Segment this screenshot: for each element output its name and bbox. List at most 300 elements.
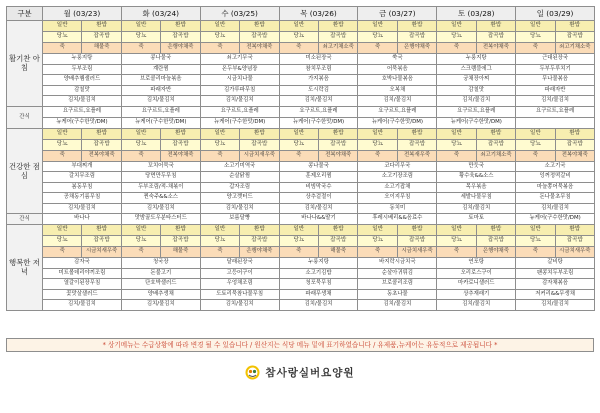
menu-item: 바지락시금치국: [358, 258, 437, 269]
menu-item: 호박나물볶음: [358, 75, 437, 86]
porridge-label: 죽: [437, 150, 476, 161]
label-cell: 잡곡밥: [82, 32, 121, 43]
porridge-type: 전복야채죽: [476, 43, 515, 54]
menu-item: 양배추햄샐러드: [43, 75, 122, 86]
menu-row: [7, 203, 595, 214]
menu-item: 김가루파무침: [200, 85, 279, 96]
day-name: 월: [63, 8, 71, 18]
menu-item: 두부두루치기: [516, 64, 595, 75]
label-cell: 당뇨: [43, 236, 82, 247]
menu-item: 스크램블에그: [437, 64, 516, 75]
label-cell: 당뇨: [279, 139, 318, 150]
porridge-type: 시금치새우죽: [555, 247, 594, 258]
porridge-label: 죽: [200, 247, 239, 258]
menu-item: 상추재래기: [437, 289, 516, 300]
menu-item: 오리로스구이: [437, 268, 516, 279]
porridge-label: 죽: [358, 150, 397, 161]
menu-item: 마늘쫑어묵볶음: [516, 182, 595, 193]
menu-item: 순살닭찜: [200, 172, 279, 183]
menu-row: [7, 75, 595, 86]
menu-item: 브로콜리조림: [358, 279, 437, 290]
label-cell: 당뇨: [358, 32, 397, 43]
porridge-type: 전복야채죽: [161, 150, 200, 161]
menu-item: 요구르트,요플레: [516, 106, 595, 117]
menu-item: 뉴케어(구수한맛/DM): [200, 117, 279, 128]
label-cell: 환밥: [476, 225, 515, 236]
label-cell: 일반: [358, 21, 397, 32]
menu-item: 연포탕: [437, 258, 516, 269]
menu-item: 동치미: [358, 203, 437, 214]
label-cell: 잡곡밥: [397, 32, 436, 43]
menu-item: 후레시베리&&음료수: [358, 214, 437, 225]
label-cell: 잡곡밥: [161, 32, 200, 43]
menu-item: 소고기김밥: [279, 268, 358, 279]
porridge-row: [7, 247, 595, 258]
day-name: 일: [536, 8, 544, 18]
section-title: 간식: [7, 214, 43, 225]
label-cell: 환밥: [476, 128, 515, 139]
menu-item: 김치/물김치: [358, 300, 437, 311]
porridge-type: 전복야채죽: [240, 43, 279, 54]
menu-row: [7, 182, 595, 193]
menu-item: 바나나: [43, 214, 122, 225]
label-cell: 일반: [43, 225, 82, 236]
porridge-label: 죽: [121, 247, 160, 258]
porridge-type: 시금치새우죽: [82, 247, 121, 258]
label-cell: 일반: [358, 128, 397, 139]
label-cell: 일반: [43, 128, 82, 139]
menu-item: 파래자반: [121, 85, 200, 96]
menu-item: 보름달빵: [200, 214, 279, 225]
menu-item: 김치/물김치: [121, 96, 200, 107]
label-cell: 잡곡밥: [319, 32, 358, 43]
day-date: (03/29): [546, 8, 574, 18]
label-cell: 환밥: [319, 128, 358, 139]
label-cell: 일반: [516, 225, 555, 236]
menu-item: 김치/물김치: [437, 96, 516, 107]
label-cell: 일반: [358, 225, 397, 236]
porridge-row: [7, 150, 595, 161]
menu-item: 공채동기름무침: [43, 193, 122, 204]
label-cell: 잡곡밥: [82, 139, 121, 150]
menu-item: 궁채장아찌: [437, 75, 516, 86]
label-cell: 잡곡밥: [240, 139, 279, 150]
menu-row: [7, 300, 595, 311]
label-cell: 환밥: [555, 21, 594, 32]
label-cell: 일반: [279, 128, 318, 139]
menu-item: 단호박샐러드: [121, 279, 200, 290]
section-title: 행복한 저녁: [7, 225, 43, 311]
porridge-type: 은행야채죽: [240, 247, 279, 258]
menu-item: 잉꺼정떡갈비: [516, 172, 595, 183]
label-cell: 일반: [121, 225, 160, 236]
menu-item: 두부조림/적-채볶이: [121, 182, 200, 193]
label-cell: 당뇨: [437, 139, 476, 150]
menu-row: [7, 258, 595, 269]
menu-item: 요구르트,요플레: [43, 106, 122, 117]
menu-item: 온두부&양념장: [200, 64, 279, 75]
menu-item: 김치/물김치: [279, 203, 358, 214]
menu-item: 꽃맛살샐러드: [43, 289, 122, 300]
porridge-label: 죽: [43, 43, 82, 54]
label-cell: 일반: [121, 21, 160, 32]
label-cell: 당뇨: [358, 236, 397, 247]
menu-item: 마카로니샐러드: [437, 279, 516, 290]
porridge-label: 죽: [516, 247, 555, 258]
menu-item: 미트볼데리야끼조림: [43, 268, 122, 279]
label-cell: 잡곡밥: [240, 32, 279, 43]
label-cell: 당뇨: [200, 32, 239, 43]
menu-item: 뉴케어(구수한맛/DM): [358, 117, 437, 128]
porridge-label: 죽: [121, 150, 160, 161]
porridge-label: 죽: [43, 150, 82, 161]
menu-item: 뉴케어(구수한맛/DM): [516, 214, 595, 225]
menu-item: 시금치나물: [200, 75, 279, 86]
menu-row: [7, 96, 595, 107]
menu-item: 만둣국: [437, 161, 516, 172]
day-header: [437, 7, 516, 21]
menu-item: 꼬치어묵국: [121, 161, 200, 172]
porridge-type: 전복새우죽: [397, 150, 436, 161]
day-date: (03/25): [230, 8, 258, 18]
label-cell: 당뇨: [200, 236, 239, 247]
menu-row: [7, 172, 595, 183]
day-name: 금: [379, 8, 387, 18]
menu-item: 감칠맛: [437, 85, 516, 96]
diet-sub-row: [7, 236, 595, 247]
label-cell: 당뇨: [43, 32, 82, 43]
menu-item: 김치/물김치: [200, 203, 279, 214]
menu-item: 김치/물김치: [516, 300, 595, 311]
menu-item: 미소된장국: [279, 54, 358, 65]
menu-item: 요구르트,요플레: [279, 106, 358, 117]
porridge-type: 쇠고기채소죽: [555, 43, 594, 54]
label-cell: 잡곡밥: [161, 139, 200, 150]
menu-item: 파래무생채: [279, 289, 358, 300]
day-date: (03/26): [309, 8, 337, 18]
label-cell: 환밥: [161, 128, 200, 139]
label-cell: 환밥: [397, 128, 436, 139]
label-cell: 잡곡밥: [161, 236, 200, 247]
label-cell: 일반: [279, 225, 318, 236]
porridge-label: 죽: [279, 150, 318, 161]
label-cell: 일반: [43, 21, 82, 32]
menu-item: 황수육&&소스: [437, 172, 516, 183]
label-cell: 일반: [516, 21, 555, 32]
day-date: (03/24): [152, 8, 180, 18]
menu-item: 감자국: [43, 258, 122, 269]
label-cell: 잡곡밥: [319, 236, 358, 247]
label-cell: 잡곡밥: [397, 139, 436, 150]
menu-item: 누룽지탕: [279, 258, 358, 269]
porridge-label: 죽: [279, 247, 318, 258]
menu-item: 비빔막국수: [279, 182, 358, 193]
menu-item: 누룽지탕: [437, 54, 516, 65]
label-cell: 환밥: [82, 128, 121, 139]
menu-item: 소고기잡채: [358, 182, 437, 193]
menu-item: 김치/물김치: [43, 300, 122, 311]
label-cell: 당뇨: [279, 32, 318, 43]
porridge-label: 죽: [358, 247, 397, 258]
menu-item: 청포묵무침: [279, 279, 358, 290]
label-cell: 잡곡밥: [397, 236, 436, 247]
label-cell: 환밥: [240, 225, 279, 236]
menu-item: 도시락김: [279, 85, 358, 96]
menu-item: 콩나물국: [121, 54, 200, 65]
header-row: [7, 7, 595, 21]
porridge-type: 시금치새우죽: [397, 247, 436, 258]
menu-item: 저커리&&무생채: [516, 289, 595, 300]
porridge-label: 죽: [437, 247, 476, 258]
menu-item: 김치/물김치: [121, 203, 200, 214]
label-cell: 당뇨: [516, 236, 555, 247]
menu-item: 뉴케어(구수한맛/DM): [437, 117, 516, 128]
label-cell: 일반: [437, 21, 476, 32]
porridge-type: 해물죽: [82, 43, 121, 54]
menu-row: [7, 85, 595, 96]
diet-type-row: [7, 21, 595, 32]
menu-item: 콩나물국: [279, 161, 358, 172]
diet-type-row: [7, 128, 595, 139]
menu-item: [516, 117, 595, 128]
porridge-type: 은행야채죽: [161, 43, 200, 54]
header-label: 구분: [7, 7, 43, 21]
menu-item: 달래된장국: [200, 258, 279, 269]
menu-item: 우엉채조림: [200, 279, 279, 290]
label-cell: 환밥: [555, 128, 594, 139]
menu-item: 파래자반: [516, 85, 595, 96]
porridge-label: 죽: [358, 43, 397, 54]
menu-item: 김치/물김치: [279, 96, 358, 107]
day-name: 토: [457, 8, 466, 18]
day-date: (03/23): [73, 8, 101, 18]
menu-item: 참치무조림: [279, 64, 358, 75]
menu-item: 세발나물무침: [437, 193, 516, 204]
menu-item: 무나물볶음: [516, 75, 595, 86]
porridge-type: 전복야채죽: [319, 150, 358, 161]
label-cell: 당뇨: [437, 236, 476, 247]
day-header: [200, 7, 279, 21]
label-cell: 당뇨: [516, 32, 555, 43]
menu-row: [7, 54, 595, 65]
menu-item: 요구르트,요플레: [200, 106, 279, 117]
menu-item: 뉴케어(구수한맛/DM): [121, 117, 200, 128]
menu-row: [7, 161, 595, 172]
label-cell: 환밥: [240, 21, 279, 32]
menu-item: 요구르트,요플레: [437, 106, 516, 117]
porridge-type: 쇠고기채소죽: [319, 43, 358, 54]
menu-item: 도토리묵참나물무침: [200, 289, 279, 300]
diet-type-row: [7, 225, 595, 236]
label-cell: 일반: [121, 128, 160, 139]
menu-item: 오이지무침: [358, 193, 437, 204]
snack-row: [7, 117, 595, 128]
menu-item: 상추겉절이: [279, 193, 358, 204]
label-cell: 당뇨: [121, 139, 160, 150]
menu-item: 두부조림: [43, 64, 122, 75]
menu-item: 김치/물김치: [279, 300, 358, 311]
menu-item: 김치/물김치: [437, 300, 516, 311]
menu-item: 바나나&&딸기: [279, 214, 358, 225]
label-cell: 환밥: [319, 225, 358, 236]
menu-item: 뉴케어(구수한맛/DM): [43, 117, 122, 128]
label-cell: 당뇨: [43, 139, 82, 150]
menu-item: 김치/물김치: [516, 203, 595, 214]
label-cell: 잡곡밥: [555, 32, 594, 43]
day-header: [358, 7, 437, 21]
menu-item: 돈나물초무침: [516, 193, 595, 204]
label-cell: 환밥: [555, 225, 594, 236]
menu-item: 팬콩치두부조림: [516, 268, 595, 279]
label-cell: 환밥: [161, 225, 200, 236]
menu-row: [7, 279, 595, 290]
menu-item: 토마토: [437, 214, 516, 225]
menu-item: 동초나물: [358, 289, 437, 300]
menu-row: [7, 268, 595, 279]
menu-item: 오복채: [358, 85, 437, 96]
snack-row: [7, 106, 595, 117]
menu-row: [7, 64, 595, 75]
porridge-type: 전복야채죽: [82, 150, 121, 161]
menu-item: 소고기국: [516, 161, 595, 172]
menu-item: 갈비탕: [516, 258, 595, 269]
menu-item: 어묵볶음: [358, 64, 437, 75]
menu-item: 김치/물김치: [358, 96, 437, 107]
day-header: [516, 7, 595, 21]
menu-item: 당면만두무침: [121, 172, 200, 183]
label-cell: 잡곡밥: [476, 32, 515, 43]
porridge-label: 죽: [516, 43, 555, 54]
menu-row: [7, 193, 595, 204]
weekly-menu-table: [6, 6, 595, 311]
porridge-row: [7, 43, 595, 54]
menu-item: 김치/물김치: [437, 203, 516, 214]
menu-notice: * 상기메뉴는 수급상황에 따라 변경 될 수 있습니다 / 원산지는 식당 메뉴 밑에 표기하였습니다 / 유제품,뉴케어는 유동적으로 제공됩니다 *: [6, 338, 594, 352]
menu-item: 김치/물김치: [121, 300, 200, 311]
menu-item: 감자채볶음: [516, 279, 595, 290]
porridge-type: 은행야채죽: [476, 247, 515, 258]
label-cell: 당뇨: [516, 139, 555, 150]
label-cell: 당뇨: [437, 32, 476, 43]
menu-item: 봄동무침: [43, 182, 122, 193]
label-cell: 잡곡밥: [476, 236, 515, 247]
menu-item: 가지볶음: [279, 75, 358, 86]
menu-item: 누룽지탕: [43, 54, 122, 65]
menu-item: 요구르트,요플레: [121, 106, 200, 117]
day-header: [43, 7, 122, 21]
porridge-label: 죽: [43, 247, 82, 258]
menu-item: 김치/물김치: [43, 96, 122, 107]
diet-sub-row: [7, 139, 595, 150]
logo-icon: [245, 365, 260, 380]
label-cell: 잡곡밥: [82, 236, 121, 247]
menu-item: 근대된장국: [516, 54, 595, 65]
menu-item: 양고깻터드: [200, 193, 279, 204]
label-cell: 환밥: [397, 21, 436, 32]
label-cell: 당뇨: [279, 236, 318, 247]
label-cell: 일반: [279, 21, 318, 32]
porridge-type: 시금치새우죽: [240, 150, 279, 161]
menu-item: 훈제오리찜: [279, 172, 358, 183]
label-cell: 일반: [200, 128, 239, 139]
porridge-label: 죽: [437, 43, 476, 54]
label-cell: 당뇨: [200, 139, 239, 150]
label-cell: 환밥: [240, 128, 279, 139]
day-name: 목: [300, 8, 308, 18]
label-cell: 잡곡밥: [555, 236, 594, 247]
label-cell: 잡곡밥: [240, 236, 279, 247]
menu-item: 소고기장조림: [358, 172, 437, 183]
menu-item: 청국장: [121, 258, 200, 269]
label-cell: 당뇨: [121, 32, 160, 43]
menu-item: 찐숙주&&소스: [121, 193, 200, 204]
menu-item: 갑자조림: [200, 182, 279, 193]
section-title: 간식: [7, 106, 43, 128]
menu-item: 열갈이된장무침: [43, 279, 122, 290]
label-cell: 당뇨: [121, 236, 160, 247]
menu-item: 브로콜리마늘볶음: [121, 75, 200, 86]
menu-item: 고등어구이: [200, 268, 279, 279]
menu-item: 순살아귀튀김: [358, 268, 437, 279]
menu-item: 맛밤꿀도우분타스터드: [121, 214, 200, 225]
menu-item: 코다리무국: [358, 161, 437, 172]
menu-item: 쇠고기무국: [200, 54, 279, 65]
label-cell: 일반: [516, 128, 555, 139]
menu-item: 감칠맛: [43, 85, 122, 96]
porridge-type: 쇠고기채소죽: [476, 150, 515, 161]
porridge-type: 해물죽: [319, 247, 358, 258]
porridge-label: 죽: [121, 43, 160, 54]
label-cell: 환밥: [82, 21, 121, 32]
brand-name: 참사랑실버요양원: [265, 367, 355, 379]
porridge-label: 죽: [200, 150, 239, 161]
label-cell: 일반: [437, 225, 476, 236]
menu-item: 뉴케어(구수한맛/DM): [279, 117, 358, 128]
menu-item: 김치/물김치: [200, 300, 279, 311]
label-cell: 잡곡밥: [555, 139, 594, 150]
label-cell: 환밥: [82, 225, 121, 236]
section-title: 활기찬 아침: [7, 21, 43, 107]
menu-item: 소고기미역국: [200, 161, 279, 172]
menu-item: 김치/물김치: [200, 96, 279, 107]
porridge-label: 죽: [200, 43, 239, 54]
label-cell: 잡곡밥: [476, 139, 515, 150]
footer-brand: [0, 365, 600, 385]
label-cell: 일반: [200, 21, 239, 32]
menu-item: 부대찌개: [43, 161, 122, 172]
porridge-type: 은행야채죽: [397, 43, 436, 54]
label-cell: 환밥: [161, 21, 200, 32]
menu-item: 갈치무조림: [43, 172, 122, 183]
section-title: 건강한 점심: [7, 128, 43, 214]
menu-item: 요구르트,요플레: [358, 106, 437, 117]
day-header: [279, 7, 358, 21]
menu-item: 김치/물김치: [43, 203, 122, 214]
menu-item: 양배추생채: [121, 289, 200, 300]
label-cell: 환밥: [319, 21, 358, 32]
menu-item: 김치/물김치: [516, 96, 595, 107]
porridge-label: 죽: [516, 150, 555, 161]
menu-item: 쑥국: [358, 54, 437, 65]
day-date: (03/27): [388, 8, 416, 18]
snack-row: [7, 214, 595, 225]
menu-item: 돈불고기: [121, 268, 200, 279]
label-cell: 잡곡밥: [319, 139, 358, 150]
label-cell: 환밥: [476, 21, 515, 32]
day-name: 수: [221, 8, 229, 18]
label-cell: 일반: [200, 225, 239, 236]
label-cell: 환밥: [397, 225, 436, 236]
